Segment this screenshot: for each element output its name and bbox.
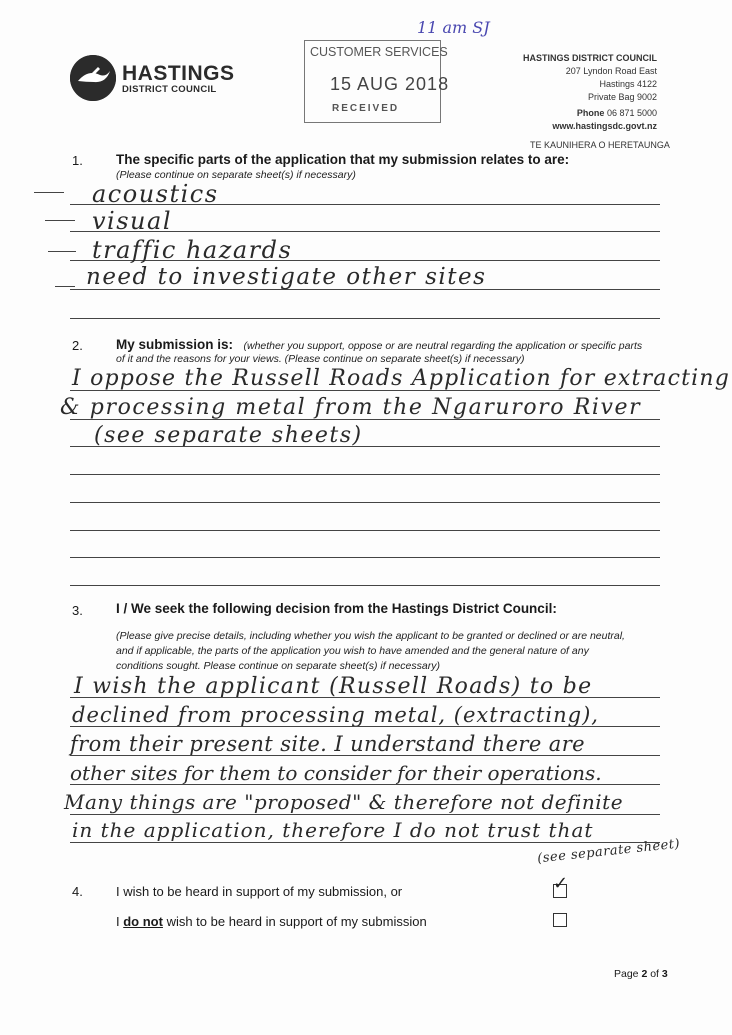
section2-note-1: (whether you support, oppose or are neutral regarding the application or specific parts bbox=[243, 340, 643, 352]
section1-answer-4: need to investigate other sites bbox=[86, 264, 487, 290]
section1-answer-3: traffic hazards bbox=[92, 236, 293, 264]
page-prefix: Page bbox=[614, 968, 642, 980]
section3-answer-1: I wish the applicant (Russell Roads) to be bbox=[74, 674, 593, 699]
page-mid: of bbox=[647, 968, 662, 980]
section3-answer-2: declined from processing metal, (extracting), bbox=[72, 703, 599, 727]
option2-emphasis: do not bbox=[123, 914, 163, 929]
option2-prefix: I bbox=[116, 914, 124, 929]
section1-answer-2: visual bbox=[92, 207, 172, 235]
section2-answer-3: (see separate sheets) bbox=[94, 423, 363, 448]
phone-label: Phone bbox=[576, 108, 605, 118]
address-bag: Private Bag 9002 bbox=[587, 92, 657, 102]
section4-option2-label bbox=[116, 914, 427, 929]
section3-margin-note: (see separate sheet) bbox=[536, 836, 681, 867]
section4-number: 4. bbox=[72, 884, 83, 899]
option2-suffix: wish to be heard in support of my submission bbox=[162, 914, 427, 929]
stamp-date: 15 AUG 2018 bbox=[330, 74, 450, 94]
section1-answer-1: acoustics bbox=[92, 180, 219, 208]
section3-note-2: and if applicable, the parts of the application you wish to have amended and the general nature of any bbox=[116, 645, 589, 657]
section4-option1-label: I wish to be heard in support of my submission, or bbox=[116, 884, 403, 899]
section3-note-1: (Please give precise details, including whether you wish the applicant to be granted or declined or are neutral, bbox=[116, 630, 625, 642]
section1-number: 1. bbox=[72, 153, 83, 168]
phone-number: 06 871 5000 bbox=[606, 108, 657, 118]
address-org: HASTINGS DISTRICT COUNCIL bbox=[523, 53, 657, 63]
stamp-received: RECEIVED bbox=[332, 103, 400, 114]
logo-subtitle: DISTRICT COUNCIL bbox=[122, 84, 217, 95]
section3-answer-4: other sites for them to consider for their operations. bbox=[70, 761, 602, 785]
checkmark-icon: ✓ bbox=[553, 873, 569, 894]
section3-answer-5: Many things are "proposed" & therefore not definite bbox=[64, 790, 624, 814]
council-logo-icon bbox=[70, 55, 116, 101]
address-street: 207 Lyndon Road East bbox=[565, 66, 657, 76]
not-heard-checkbox[interactable] bbox=[553, 913, 567, 927]
section2-title: My submission is: bbox=[116, 337, 234, 352]
stamp-department: CUSTOMER SERVICES bbox=[310, 45, 448, 59]
section1-title: The specific parts of the application that my submission relates to are: bbox=[116, 152, 570, 167]
address-block bbox=[523, 52, 657, 133]
section3-answer-3: from their present site. I understand there are bbox=[70, 732, 585, 756]
page-number bbox=[614, 968, 668, 980]
section2-answer-2: & processing metal from the Ngaruroro River bbox=[60, 395, 642, 420]
section3-note-3: conditions sought. Please continue on separate sheet(s) if necessary) bbox=[116, 660, 440, 672]
section2-note-2: of it and the reasons for your views. (Please continue on separate sheet(s) if necessary) bbox=[116, 353, 525, 365]
address-city: Hastings 4122 bbox=[599, 79, 657, 89]
logo-title: HASTINGS bbox=[122, 62, 235, 85]
section1-note: (Please continue on separate sheet(s) if necessary) bbox=[116, 169, 356, 181]
section3-answer-6: in the application, therefore I do not trust that bbox=[72, 818, 594, 842]
section2-answer-1: I oppose the Russell Roads Application for extracting bbox=[72, 366, 731, 391]
page-total: 3 bbox=[661, 968, 668, 980]
section2-number: 2. bbox=[72, 338, 83, 353]
section3-number: 3. bbox=[72, 603, 83, 618]
handwritten-time: 11 am SJ bbox=[417, 18, 490, 37]
page-current: 2 bbox=[641, 968, 648, 980]
maori-name: TE KAUNIHERA O HERETAUNGA bbox=[530, 140, 670, 150]
section3-title: I / We seek the following decision from the Hastings District Council: bbox=[116, 601, 557, 616]
website: www.hastingsdc.govt.nz bbox=[552, 121, 657, 131]
